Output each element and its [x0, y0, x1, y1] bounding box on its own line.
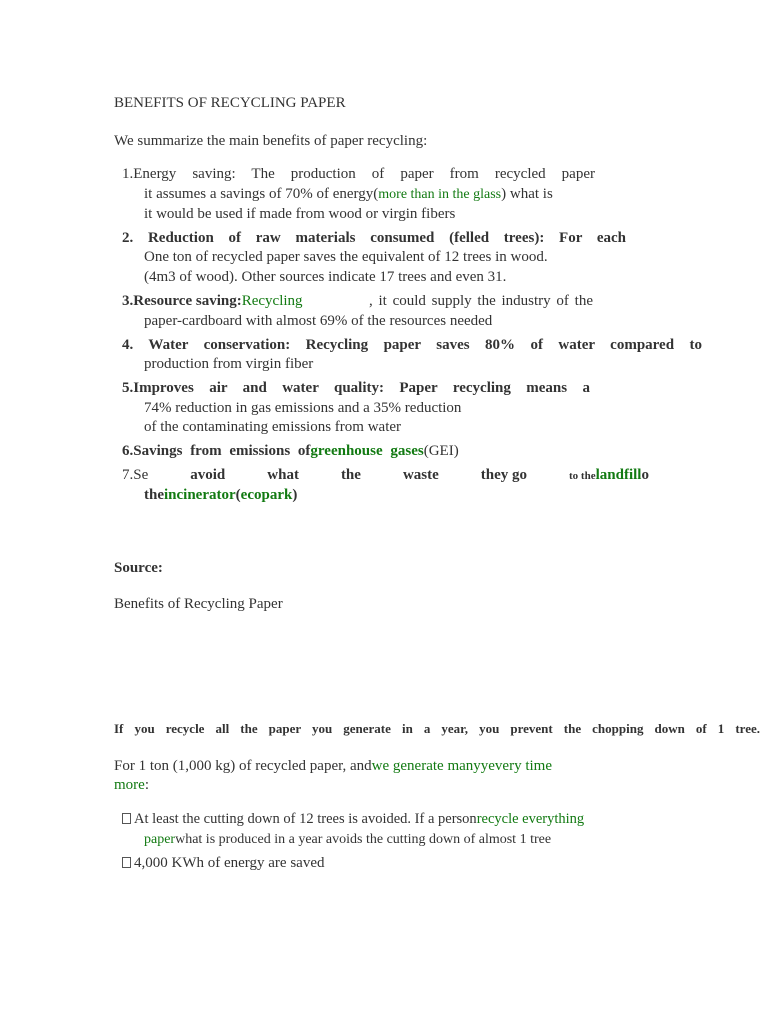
- bullet-item: 4,000 KWh of energy are saved: [122, 855, 325, 872]
- item-line: (4m3 of wood). Other sources indicate 17 trees and even 31.: [144, 269, 507, 285]
- item-line: 3.Resource saving:Recycling , it could supply the industry of the: [122, 293, 593, 309]
- ton-line: For 1 ton (1,000 kg) of recycled paper, andwe generate manyyevery time: [114, 758, 552, 774]
- item-line: 1.Energy saving: The production of paper from recycled paper: [122, 166, 595, 182]
- item-line: 7.Se avoid what the waste they go to thelandfillo: [122, 467, 649, 483]
- bullet-item-continued: paperwhat is produced in a year avoids the cutting down of almost 1 tree: [144, 832, 552, 847]
- source-text: Benefits of Recycling Paper: [114, 596, 283, 612]
- item-line-text: it assumes a savings of 70% of energy(more than in the glass) what is: [144, 186, 553, 202]
- bullet-item: At least the cutting down of 12 trees is avoided. If a personrecycle everything: [122, 811, 584, 828]
- list-item-emissions: 6.Savings from emissions ofgreenhouse gases(GEI): [122, 443, 459, 459]
- item-line: 4. Water conservation: Recycling paper saves 80% of water compared to: [122, 337, 702, 353]
- item-line: production from virgin fiber: [144, 356, 314, 372]
- intro-text: We summarize the main benefits of paper recycling:: [114, 133, 428, 149]
- bullet-icon: [122, 813, 131, 824]
- item-line: it would be used if made from wood or virgin fibers: [144, 206, 456, 222]
- ton-line: more:: [114, 777, 149, 793]
- item-line: 74% reduction in gas emissions and a 35% reduction: [144, 400, 462, 416]
- item-line: theincinerator(ecopark): [144, 487, 298, 503]
- item-line: 2. Reduction of raw materials consumed (felled trees): For each: [122, 230, 626, 246]
- item-line: 5.Improves air and water quality: Paper recycling means a: [122, 380, 590, 396]
- item-line: of the contaminating emissions from water: [144, 419, 402, 435]
- source-label: Source:: [114, 560, 163, 576]
- fact-line: If you recycle all the paper you generate in a year, you prevent the chopping down of 1 tree.: [114, 721, 760, 736]
- item-line: paper-cardboard with almost 69% of the resources needed: [144, 313, 493, 329]
- item-line: One ton of recycled paper saves the equivalent of 12 trees in wood.: [144, 249, 548, 265]
- item-line: [144, 186, 643, 203]
- bullet-icon: [122, 857, 131, 868]
- page-title: BENEFITS OF RECYCLING PAPER: [114, 95, 346, 111]
